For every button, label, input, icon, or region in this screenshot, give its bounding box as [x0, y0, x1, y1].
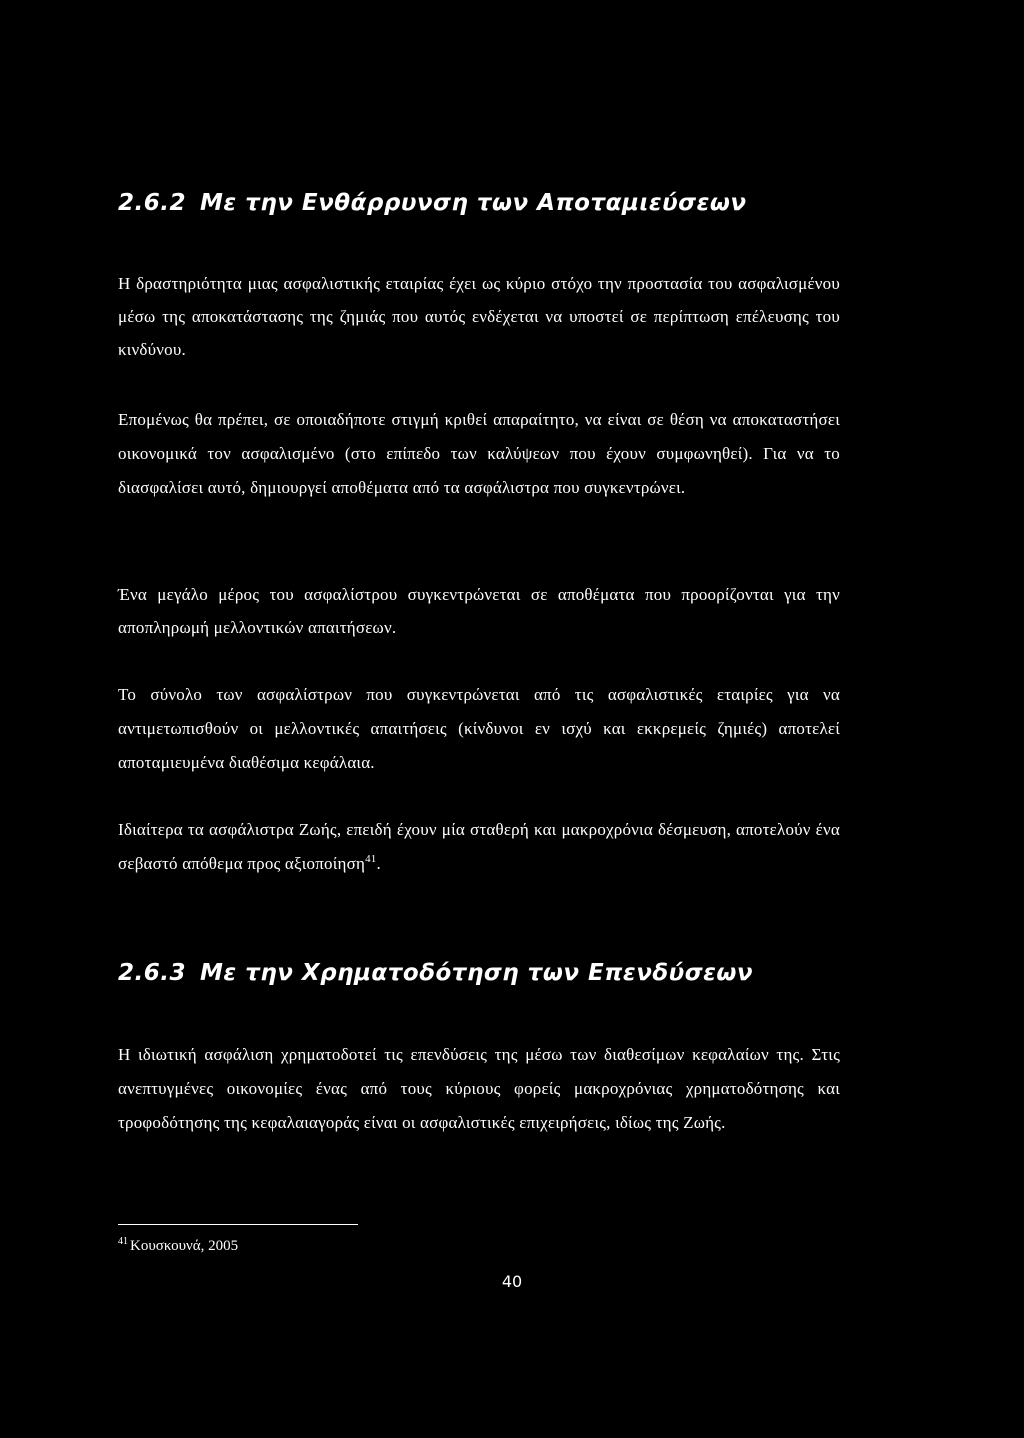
- section-heading-2-6-2: [118, 190, 747, 216]
- section-title: Με την Ενθάρρυνση των Αποταμιεύσεων: [200, 190, 747, 216]
- paragraph: Επομένως θα πρέπει, σε οποιαδήποτε στιγμή κριθεί απαραίτητο, να είναι σε θέση να αποκαταστήσει οικονομικά τον ασφαλισμένο (στο επίπεδο των καλύψεων που έχουν συμφωνηθεί). Για να το διασφαλίσει αυτό, δημιουργεί αποθέματα από τα ασφάλιστρα που συγκεντρώνει.: [118, 410, 840, 497]
- footnote-text: Κουσκουνά, 2005: [130, 1238, 239, 1254]
- page-number: 40: [501, 1272, 523, 1291]
- paragraph: Η δραστηριότητα μιας ασφαλιστικής εταιρίας έχει ως κύριο στόχο την προστασία του ασφαλισμένου μέσω της αποκατάστασης της ζημιάς που αυτός ενδέχεται να υποστεί σε περίπτωση επέλευσης του κινδύνου.: [118, 274, 840, 359]
- section-heading-2-6-3: [118, 960, 753, 986]
- section-title: Με την Χρηματοδότηση των Επενδύσεων: [200, 960, 754, 986]
- paragraph-end: .: [376, 854, 381, 873]
- paragraph: [118, 813, 840, 881]
- footnote: [118, 1238, 238, 1255]
- footnote-divider: [118, 1224, 358, 1225]
- paragraph: Ένα μεγάλο μέρος του ασφαλίστρου συγκεντρώνεται σε αποθέματα που προορίζονται για την αποπληρωμή μελλοντικών απαιτήσεων.: [118, 585, 840, 637]
- footnote-number: 41: [118, 1236, 128, 1247]
- section-number: 2.6.2: [118, 190, 186, 216]
- paragraph-text: Ιδιαίτερα τα ασφάλιστρα Ζωής, επειδή έχουν μία σταθερή και μακροχρόνια δέσμευση, αποτελούν ένα σεβαστό απόθεμα προς αξιοποίηση: [118, 820, 840, 873]
- paragraph: Η ιδιωτική ασφάλιση χρηματοδοτεί τις επενδύσεις της μέσω των διαθεσίμων κεφαλαίων της. Στις ανεπτυγμένες οικονομίες ένας από τους κύριους φορείς μακροχρόνιας χρηματοδότησης και τροφοδότησης της κεφαλαιαγοράς είναι οι ασφαλιστικές επιχειρήσεις, ιδίως της Ζωής.: [118, 1045, 840, 1132]
- footnote-reference[interactable]: 41: [365, 853, 377, 865]
- paragraph: Το σύνολο των ασφαλίστρων που συγκεντρώνεται από τις ασφαλιστικές εταιρίες για να αντιμετωπισθούν οι μελλοντικές απαιτήσεις (κίνδυνοι εν ισχύ και εκκρεμείς ζημιές) αποτελεί αποταμιευμένα διαθέσιμα κεφάλαια.: [118, 685, 840, 772]
- section-number: 2.6.3: [118, 960, 186, 986]
